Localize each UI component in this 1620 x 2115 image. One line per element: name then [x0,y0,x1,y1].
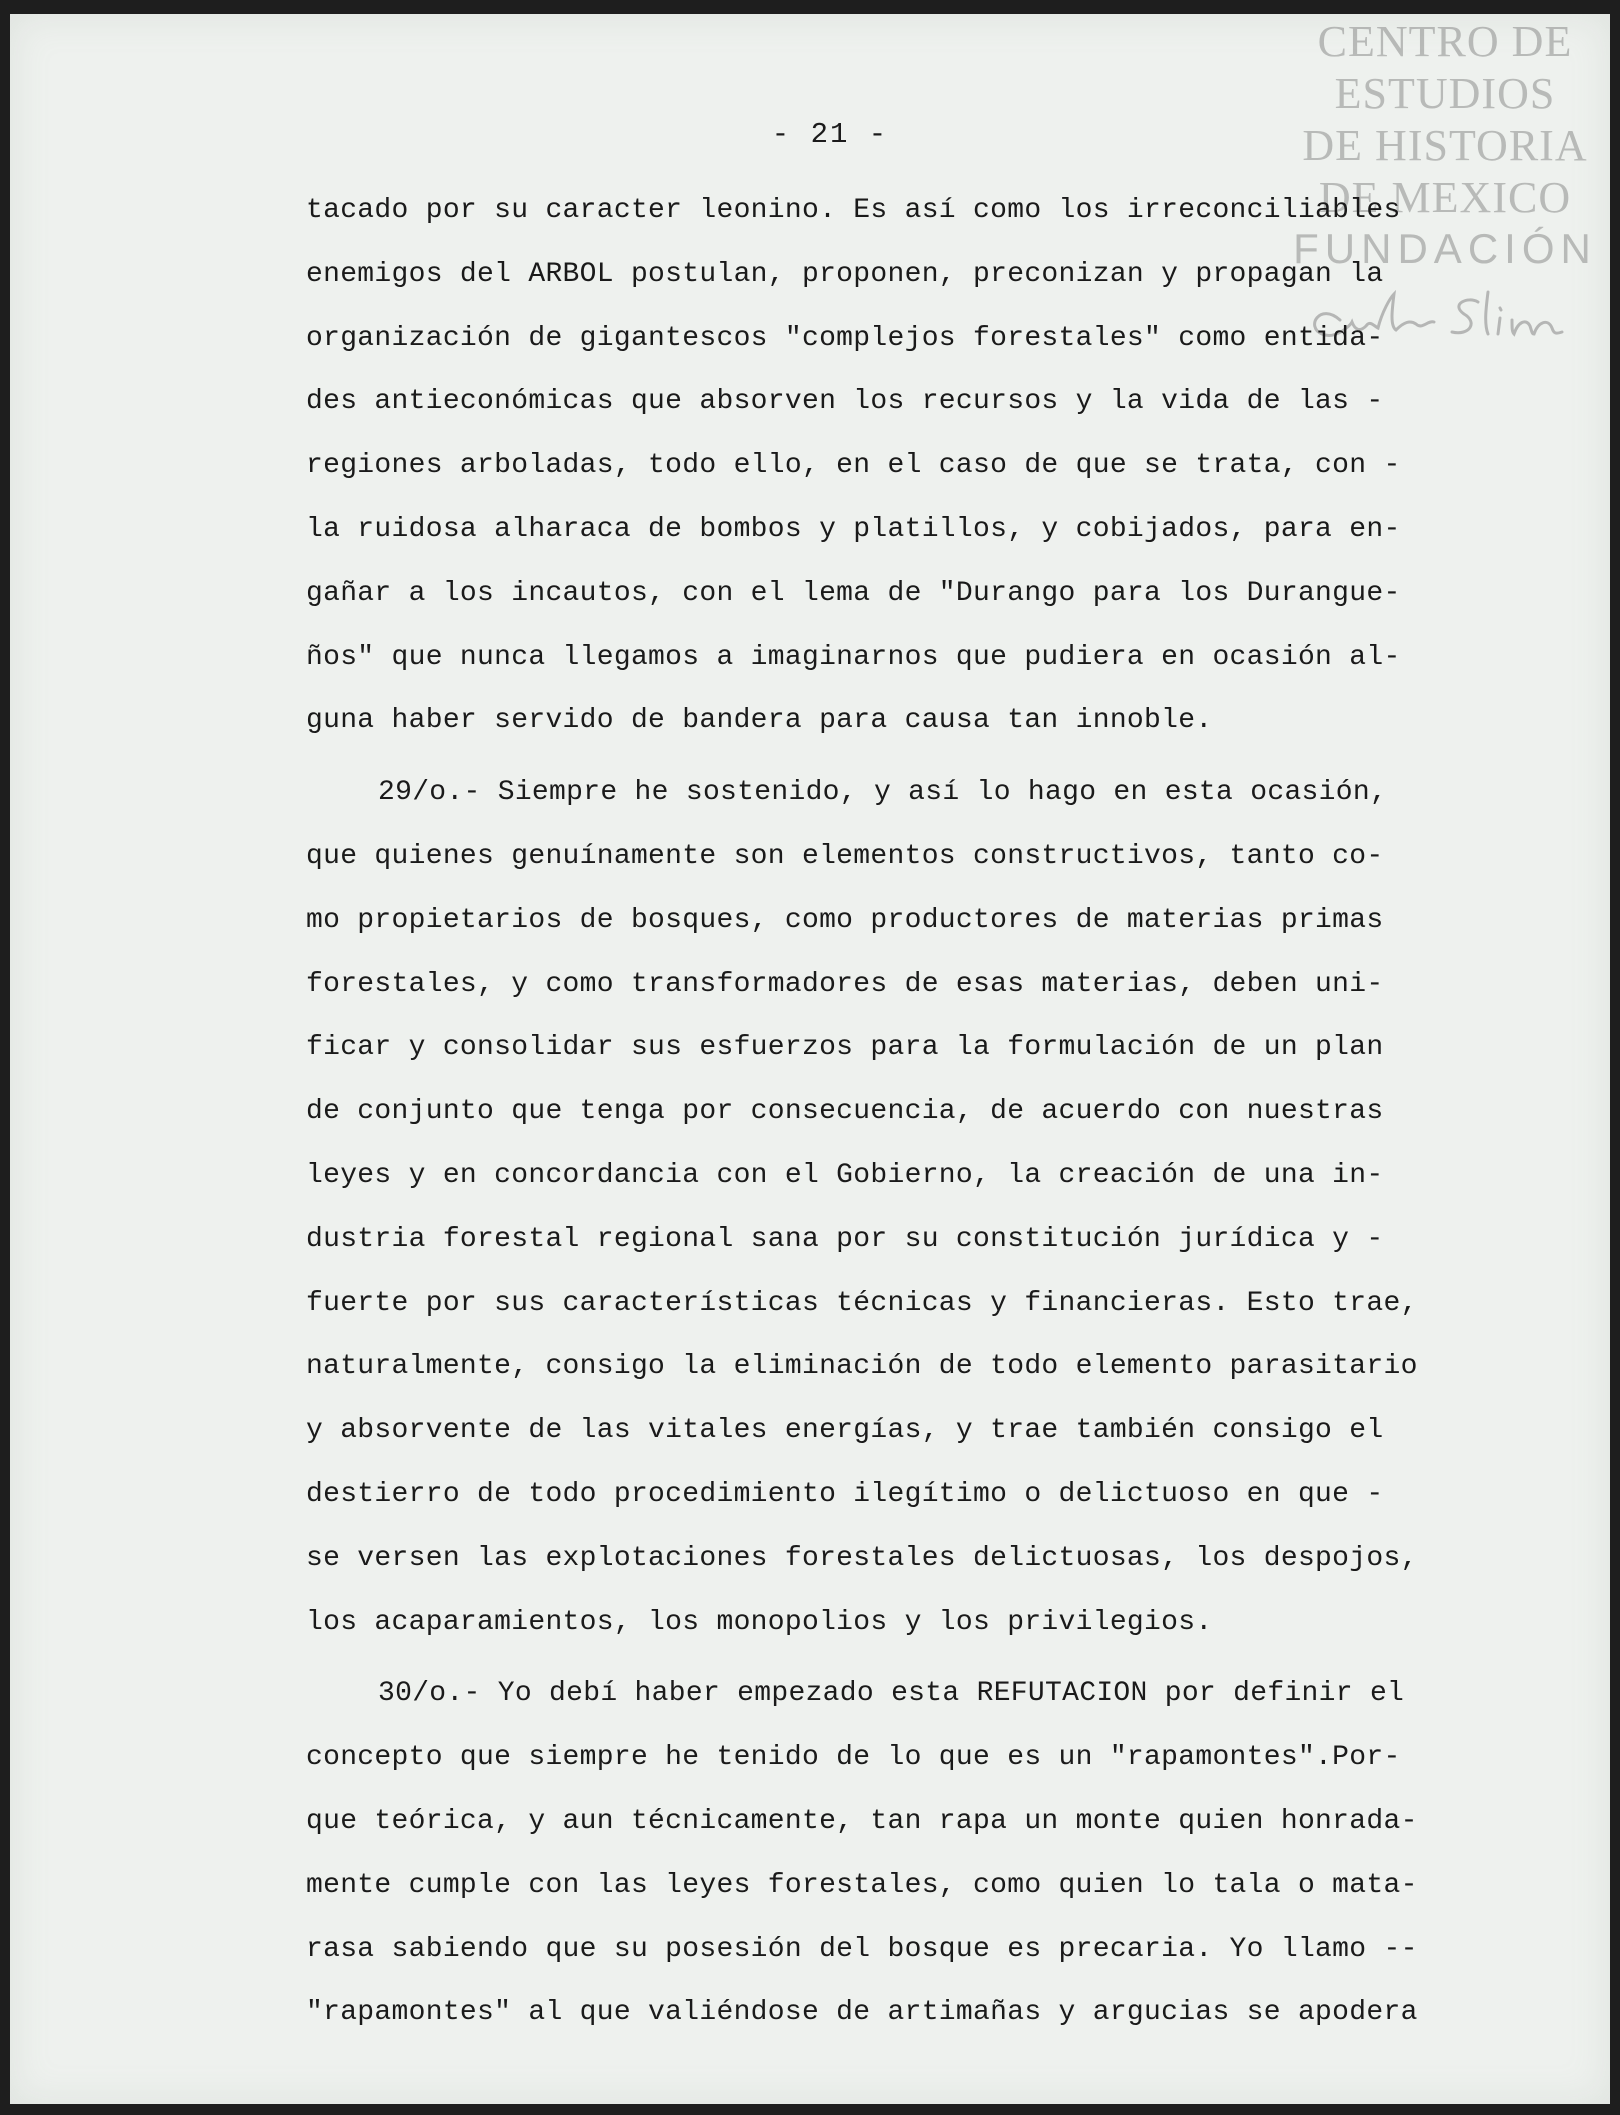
text-line: mo propietarios de bosques, como productores de materias primas [306,904,1384,936]
paragraph [306,1662,1542,2045]
text-line: ños" que nunca llegamos a imaginarnos que pudiera en ocasión al- [306,641,1401,673]
text-line: mente cumple con las leyes forestales, como quien lo tala o mata- [306,1869,1418,1901]
text-line: 29/o.- Siempre he sostenido, y así lo hago en esta ocasión, [378,777,1388,809]
text-line: se versen las explotaciones forestales delictuosas, los despojos, [306,1542,1418,1574]
text-line: concepto que siempre he tenido de lo que es un "rapamontes".Por- [306,1742,1401,1774]
text-line: regiones arboladas, todo ello, en el caso de que se trata, con - [306,450,1401,482]
document-body [306,179,1542,2045]
watermark-line: CENTRO DE [1317,17,1573,66]
typewritten-page [10,14,1610,2104]
text-line: 30/o.- Yo debí haber empezado esta REFUTACION por definir el [378,1678,1405,1710]
paragraph [306,179,1542,753]
text-line: la ruidosa alharaca de bombos y platillos, y cobijados, para en- [306,513,1401,545]
text-line: forestales, y como transformadores de esas materias, deben uni- [306,968,1384,1000]
text-line: y absorvente de las vitales energías, y trae también consigo el [306,1415,1384,1447]
text-line: que teórica, y aun técnicamente, tan rapa un monte quien honrada- [306,1805,1418,1837]
text-line: fuerte por sus características técnicas y financieras. Esto trae, [306,1287,1418,1319]
text-line: guna haber servido de bandera para causa tan innoble. [306,705,1213,737]
watermark-line: ESTUDIOS [1334,69,1556,118]
paragraph [306,761,1542,1654]
text-line: gañar a los incautos, con el lema de "Durango para los Durangue- [306,577,1401,609]
text-line: "rapamontes" al que valiéndose de artimañas y argucias se apodera [306,1997,1418,2029]
text-line: ficar y consolidar sus esfuerzos para la formulación de un plan [306,1032,1384,1064]
page-number: - 21 - [771,118,889,151]
text-line: tacado por su caracter leonino. Es así como los irreconciliables [306,195,1401,226]
text-line: los acaparamientos, los monopolios y los privilegios. [306,1606,1213,1638]
text-line: des antieconómicas que absorven los recursos y la vida de las - [306,386,1384,418]
text-line: rasa sabiendo que su posesión del bosque es precaria. Yo llamo -- [306,1933,1418,1965]
text-line: naturalmente, consigo la eliminación de todo elemento parasitario [306,1351,1418,1383]
text-line: organización de gigantescos "complejos forestales" como entida- [306,322,1384,354]
watermark-line: FUNDACIÓN [1293,225,1597,272]
text-line: destierro de todo procedimiento ilegítimo o delictuoso en que - [306,1478,1384,1510]
text-line: leyes y en concordancia con el Gobierno, la creación de una in- [306,1159,1384,1191]
text-line: de conjunto que tenga por consecuencia, de acuerdo con nuestras [306,1096,1384,1128]
text-line: dustria forestal regional sana por su constitución jurídica y - [306,1223,1384,1255]
watermark-line: DE MEXICO [1318,173,1572,222]
text-line: que quienes genuínamente son elementos constructivos, tanto co- [306,840,1384,872]
watermark-line: DE HISTORIA [1302,121,1588,170]
text-line: enemigos del ARBOL postulan, proponen, preconizan y propagan la [306,258,1384,290]
